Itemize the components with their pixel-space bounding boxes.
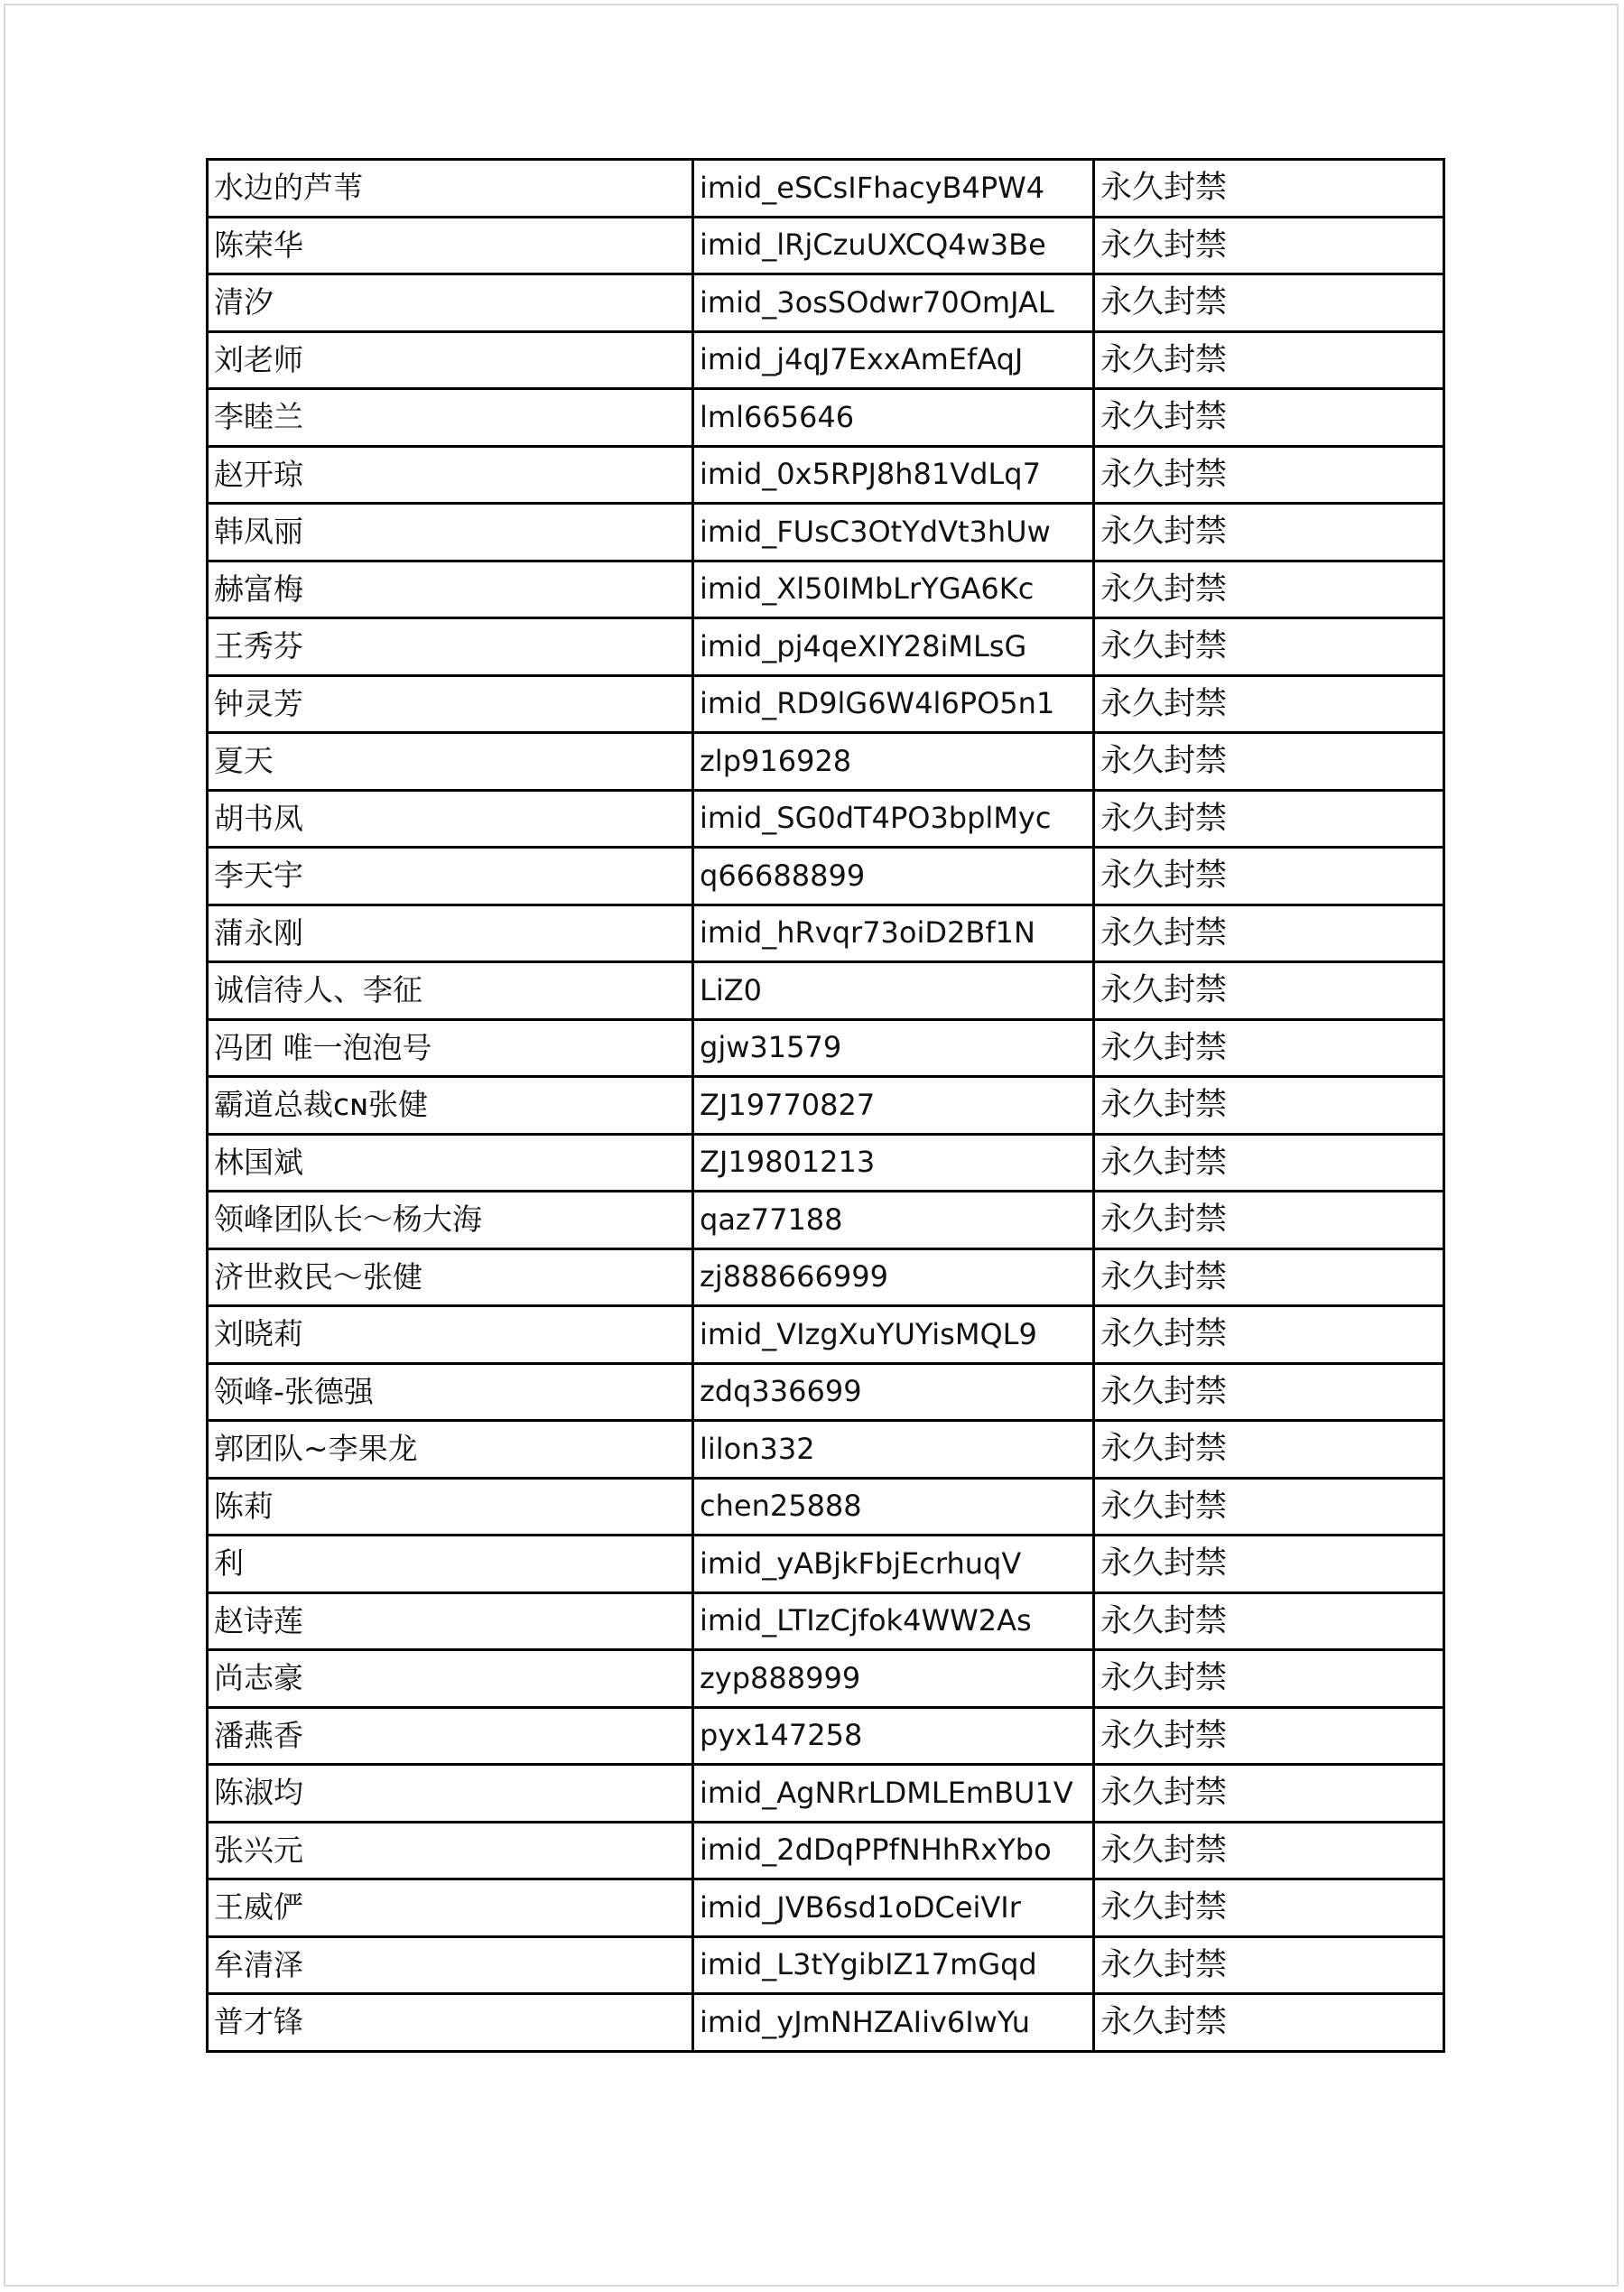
- table-row: [208, 1019, 1444, 1077]
- user-id-cell: imid_Xl50IMbLrYGA6Kc: [693, 561, 1094, 618]
- ban-status-cell: 永久封禁: [1094, 790, 1444, 848]
- user-id-cell: imid_JVB6sd1oDCeiVIr: [693, 1879, 1094, 1937]
- ban-status-cell: 永久封禁: [1094, 331, 1444, 389]
- user-name-cell: 水边的芦苇: [208, 160, 693, 218]
- user-name-cell: 陈荣华: [208, 217, 693, 274]
- table-row: [208, 389, 1444, 447]
- user-name-cell: 赵开琼: [208, 446, 693, 504]
- user-id-cell: qaz77188: [693, 1192, 1094, 1249]
- ban-status-cell: 永久封禁: [1094, 274, 1444, 332]
- table-row: [208, 1650, 1444, 1708]
- table-row: [208, 561, 1444, 618]
- user-name-cell: 刘晓莉: [208, 1306, 693, 1364]
- user-id-cell: imid_AgNRrLDMLEmBU1V: [693, 1765, 1094, 1823]
- user-name-cell: 诚信待人、李征: [208, 962, 693, 1020]
- user-id-cell: imid_RD9lG6W4l6PO5n1: [693, 675, 1094, 733]
- user-name-cell: 郭团队~李果龙: [208, 1421, 693, 1479]
- user-name-cell: 王秀芬: [208, 618, 693, 676]
- ban-status-cell: 永久封禁: [1094, 160, 1444, 218]
- table-row: [208, 1765, 1444, 1823]
- user-id-cell: lilon332: [693, 1421, 1094, 1479]
- user-name-cell: 陈淑均: [208, 1765, 693, 1823]
- ban-status-cell: 永久封禁: [1094, 1879, 1444, 1937]
- user-id-cell: imid_hRvqr73oiD2Bf1N: [693, 905, 1094, 962]
- user-id-cell: imid_VIzgXuYUYisMQL9: [693, 1306, 1094, 1364]
- user-name-cell: 尚志豪: [208, 1650, 693, 1708]
- user-id-cell: chen25888: [693, 1478, 1094, 1536]
- table-row: [208, 1248, 1444, 1306]
- user-name-cell: 普才锋: [208, 1994, 693, 2052]
- user-name-cell: 潘燕香: [208, 1707, 693, 1765]
- user-name-cell: 赫富梅: [208, 561, 693, 618]
- ban-status-cell: 永久封禁: [1094, 504, 1444, 561]
- table-row: [208, 1592, 1444, 1650]
- ban-status-cell: 永久封禁: [1094, 848, 1444, 905]
- table-row: [208, 1879, 1444, 1937]
- user-name-cell: 韩凤丽: [208, 504, 693, 561]
- table-row: [208, 1994, 1444, 2052]
- user-name-cell: 济世救民～张健: [208, 1248, 693, 1306]
- user-id-cell: imid_L3tYgibIZ17mGqd: [693, 1936, 1094, 1994]
- table-row: [208, 618, 1444, 676]
- user-name-cell: 领峰团队长～杨大海: [208, 1192, 693, 1249]
- table-row: [208, 790, 1444, 848]
- ban-status-cell: 永久封禁: [1094, 446, 1444, 504]
- user-id-cell: zyp888999: [693, 1650, 1094, 1708]
- user-id-cell: imid_yJmNHZAIiv6IwYu: [693, 1994, 1094, 2052]
- user-id-cell: LiZ0: [693, 962, 1094, 1020]
- table-row: [208, 217, 1444, 274]
- ban-status-cell: 永久封禁: [1094, 1536, 1444, 1593]
- table-row: [208, 1077, 1444, 1135]
- user-id-cell: zj888666999: [693, 1248, 1094, 1306]
- user-name-cell: 夏天: [208, 733, 693, 791]
- user-id-cell: imid_3osSOdwr70OmJAL: [693, 274, 1094, 332]
- user-name-cell: 钟灵芳: [208, 675, 693, 733]
- user-name-cell: 林国斌: [208, 1134, 693, 1192]
- user-name-cell: 刘老师: [208, 331, 693, 389]
- user-id-cell: imid_LTIzCjfok4WW2As: [693, 1592, 1094, 1650]
- user-id-cell: q66688899: [693, 848, 1094, 905]
- user-id-cell: imid_j4qJ7ExxAmEfAqJ: [693, 331, 1094, 389]
- user-name-cell: 李天宇: [208, 848, 693, 905]
- ban-status-cell: 永久封禁: [1094, 733, 1444, 791]
- table-row: [208, 848, 1444, 905]
- user-id-cell: ZJ19801213: [693, 1134, 1094, 1192]
- ban-status-cell: 永久封禁: [1094, 1306, 1444, 1364]
- user-id-cell: imid_2dDqPPfNHhRxYbo: [693, 1822, 1094, 1879]
- user-name-cell: 霸道总裁ᴄɴ张健: [208, 1077, 693, 1135]
- table-row: [208, 1822, 1444, 1879]
- ban-status-cell: 永久封禁: [1094, 1077, 1444, 1135]
- table-row: [208, 504, 1444, 561]
- user-name-cell: 蒲永刚: [208, 905, 693, 962]
- table-row: [208, 1536, 1444, 1593]
- user-name-cell: 利: [208, 1536, 693, 1593]
- user-name-cell: 李睦兰: [208, 389, 693, 447]
- ban-status-cell: 永久封禁: [1094, 1192, 1444, 1249]
- table-row: [208, 274, 1444, 332]
- user-id-cell: zdq336699: [693, 1363, 1094, 1421]
- table-row: [208, 1421, 1444, 1479]
- user-id-cell: imid_lRjCzuUXCQ4w3Be: [693, 217, 1094, 274]
- ban-status-cell: 永久封禁: [1094, 1363, 1444, 1421]
- ban-status-cell: 永久封禁: [1094, 962, 1444, 1020]
- ban-status-cell: 永久封禁: [1094, 1707, 1444, 1765]
- user-id-cell: lml665646: [693, 389, 1094, 447]
- user-id-cell: zlp916928: [693, 733, 1094, 791]
- table-row: [208, 1134, 1444, 1192]
- user-name-cell: 张兴元: [208, 1822, 693, 1879]
- user-name-cell: 领峰-张德强: [208, 1363, 693, 1421]
- user-id-cell: gjw31579: [693, 1019, 1094, 1077]
- ban-status-cell: 永久封禁: [1094, 1421, 1444, 1479]
- table-row: [208, 160, 1444, 218]
- ban-status-cell: 永久封禁: [1094, 1019, 1444, 1077]
- table-row: [208, 331, 1444, 389]
- user-name-cell: 冯团 唯一泡泡号: [208, 1019, 693, 1077]
- user-id-cell: imid_pj4qeXIY28iMLsG: [693, 618, 1094, 676]
- table-row: [208, 905, 1444, 962]
- ban-list-table: [206, 158, 1445, 2053]
- ban-status-cell: 永久封禁: [1094, 618, 1444, 676]
- user-name-cell: 陈莉: [208, 1478, 693, 1536]
- ban-status-cell: 永久封禁: [1094, 1765, 1444, 1823]
- ban-status-cell: 永久封禁: [1094, 905, 1444, 962]
- user-id-cell: imid_FUsC3OtYdVt3hUw: [693, 504, 1094, 561]
- ban-status-cell: 永久封禁: [1094, 1822, 1444, 1879]
- ban-status-cell: 永久封禁: [1094, 1248, 1444, 1306]
- document-page: [4, 4, 1619, 2287]
- user-id-cell: imid_eSCsIFhacyB4PW4: [693, 160, 1094, 218]
- table-row: [208, 446, 1444, 504]
- ban-status-cell: 永久封禁: [1094, 217, 1444, 274]
- table-row: [208, 1192, 1444, 1249]
- ban-status-cell: 永久封禁: [1094, 561, 1444, 618]
- user-id-cell: ZJ19770827: [693, 1077, 1094, 1135]
- user-id-cell: pyx147258: [693, 1707, 1094, 1765]
- user-id-cell: imid_0x5RPJ8h81VdLq7: [693, 446, 1094, 504]
- table-row: [208, 1306, 1444, 1364]
- ban-status-cell: 永久封禁: [1094, 675, 1444, 733]
- ban-status-cell: 永久封禁: [1094, 1994, 1444, 2052]
- table-row: [208, 1363, 1444, 1421]
- table-row: [208, 733, 1444, 791]
- user-id-cell: imid_SG0dT4PO3bplMyc: [693, 790, 1094, 848]
- user-name-cell: 赵诗莲: [208, 1592, 693, 1650]
- table-row: [208, 1707, 1444, 1765]
- ban-status-cell: 永久封禁: [1094, 1650, 1444, 1708]
- user-name-cell: 王威俨: [208, 1879, 693, 1937]
- table-row: [208, 1478, 1444, 1536]
- table-row: [208, 1936, 1444, 1994]
- table-row: [208, 675, 1444, 733]
- user-name-cell: 牟清泽: [208, 1936, 693, 1994]
- user-name-cell: 胡书凤: [208, 790, 693, 848]
- user-name-cell: 清汐: [208, 274, 693, 332]
- ban-status-cell: 永久封禁: [1094, 1936, 1444, 1994]
- ban-status-cell: 永久封禁: [1094, 1134, 1444, 1192]
- table-row: [208, 962, 1444, 1020]
- user-id-cell: imid_yABjkFbjEcrhuqV: [693, 1536, 1094, 1593]
- ban-status-cell: 永久封禁: [1094, 1478, 1444, 1536]
- ban-status-cell: 永久封禁: [1094, 389, 1444, 447]
- ban-status-cell: 永久封禁: [1094, 1592, 1444, 1650]
- ban-list-body: [208, 160, 1444, 2052]
